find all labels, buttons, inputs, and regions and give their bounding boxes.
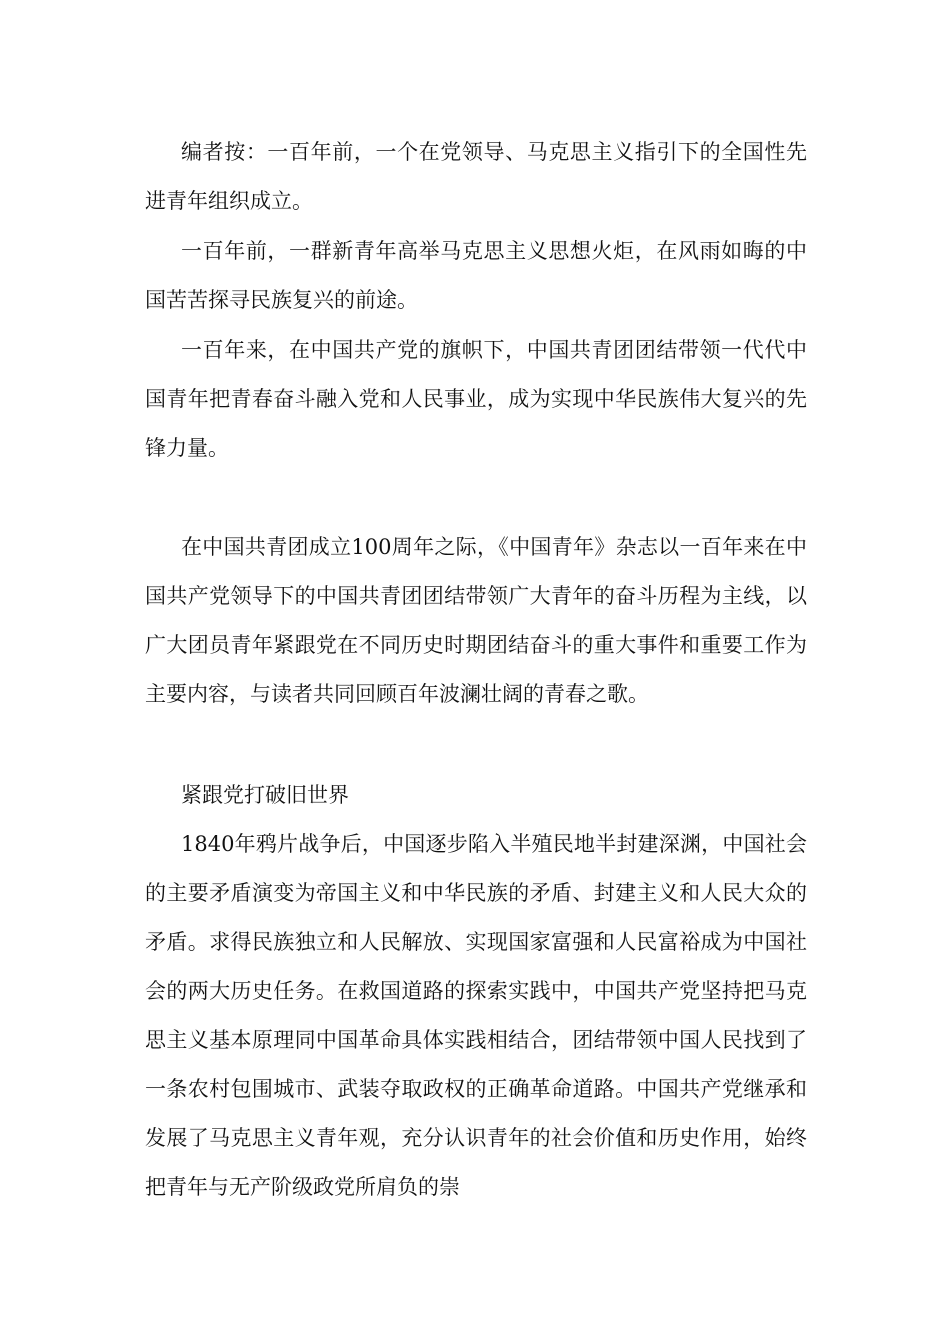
paragraph-hundred-years-since: 一百年来，在中国共产党的旗帜下，中国共青团团结带领一代代中国青年把青春奋斗融入党和人民事业，成为实现中华民族伟大复兴的先锋力量。 (145, 338, 807, 460)
editor-note-paragraph: 编者按：一百年前，一个在党领导、马克思主义指引下的全国性先进青年组织成立。 (145, 140, 807, 213)
section-heading: 紧跟党打破旧世界 (181, 783, 349, 807)
paragraph-history: 1840年鸦片战争后，中国逐步陷入半殖民地半封建深渊，中国社会的主要矛盾演变为帝国主义和中华民族的矛盾、封建主义和人民大众的矛盾。求得民族独立和人民解放、实现国家富强和人民富裕成为中国社会的两大历史任务。在救国道路的探索实践中，中国共产党坚持把马克思主义基本原理同中国革命具体实践相结合，团结带领中国人民找到了一条农村包围城市、武装夺取政权的正确革命道路。中国共产党继承和发展了马克思主义青年观，充分认识青年的社会价值和历史作用，始终把青年与无产阶级政党所肩负的崇 (145, 832, 807, 1199)
paragraph-hundred-years-ago: 一百年前，一群新青年高举马克思主义思想火炬，在风雨如晦的中国苦苦探寻民族复兴的前途。 (145, 239, 807, 312)
paragraph-centenary: 在中国共青团成立100周年之际，《中国青年》杂志以一百年来在中国共产党领导下的中国共青团团结带领广大青年的奋斗历程为主线，以广大团员青年紧跟党在不同历史时期团结奋斗的重大事件和重要工作为主要内容，与读者共同回顾百年波澜壮阔的青春之歌。 (145, 535, 807, 706)
